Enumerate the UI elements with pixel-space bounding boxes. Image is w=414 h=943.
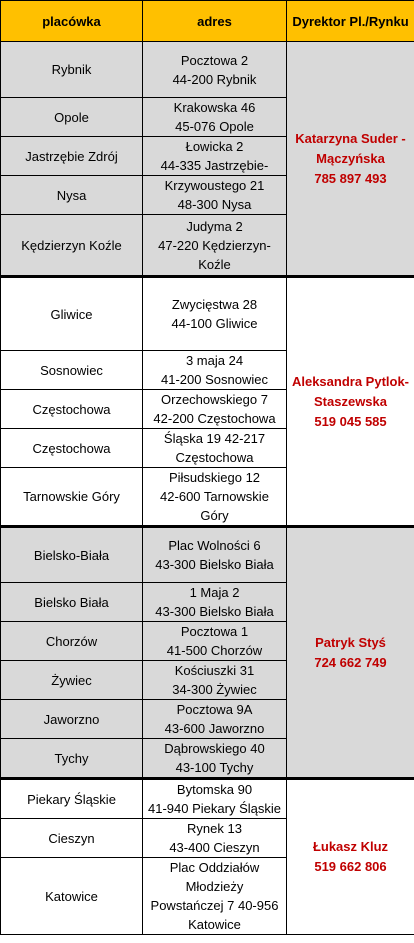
manager-cell: Aleksandra Pytlok- Staszewska 519 045 585 (287, 277, 414, 527)
branch-address-cell: Łowicka 2 44-335 Jastrzębie- (143, 137, 287, 176)
branch-address-cell: Dąbrowskiego 40 43-100 Tychy (143, 739, 287, 779)
header-dyrektor: Dyrektor Pl./Rynku (287, 1, 414, 42)
branch-address-cell: 1 Maja 2 43-300 Bielsko Biała (143, 583, 287, 622)
header-row (1, 1, 414, 42)
branch-name-cell: Żywiec (1, 661, 143, 700)
branch-name-cell: Sosnowiec (1, 351, 143, 390)
branch-address-cell: Rynek 13 43-400 Cieszyn (143, 819, 287, 858)
branch-name-cell: Tarnowskie Góry (1, 468, 143, 527)
branch-name-cell: Częstochowa (1, 390, 143, 429)
branch-address-cell: Krzywoustego 21 48-300 Nysa (143, 176, 287, 215)
branch-address-cell: Bytomska 90 41-940 Piekary Śląskie (143, 779, 287, 819)
branch-name-cell: Piekary Śląskie (1, 779, 143, 819)
branch-name-cell: Jastrzębie Zdrój (1, 137, 143, 176)
branch-name-cell: Tychy (1, 739, 143, 779)
manager-cell: Łukasz Kluz 519 662 806 (287, 779, 414, 935)
branch-name-cell: Chorzów (1, 622, 143, 661)
branch-address-cell: Kościuszki 31 34-300 Żywiec (143, 661, 287, 700)
branch-address-cell: Judyma 2 47-220 Kędzierzyn- Koźle (143, 215, 287, 277)
branch-address-cell: 3 maja 24 41-200 Sosnowiec (143, 351, 287, 390)
header-adres: adres (143, 1, 287, 42)
table-body (1, 42, 414, 935)
branch-name-cell: Bielsko Biała (1, 583, 143, 622)
branch-address-cell: Pocztowa 9A 43-600 Jaworzno (143, 700, 287, 739)
branch-address-cell: Piłsudskiego 12 42-600 Tarnowskie Góry (143, 468, 287, 527)
branch-name-cell: Jaworzno (1, 700, 143, 739)
header-placowka: placówka (1, 1, 143, 42)
branch-address-cell: Śląska 19 42-217 Częstochowa (143, 429, 287, 468)
manager-cell: Katarzyna Suder - Mączyńska 785 897 493 (287, 42, 414, 277)
branch-name-cell: Bielsko-Biała (1, 527, 143, 583)
branch-address-cell: Pocztowa 2 44-200 Rybnik (143, 42, 287, 98)
table-row (1, 527, 414, 583)
branch-address-cell: Orzechowskiego 7 42-200 Częstochowa (143, 390, 287, 429)
branch-name-cell: Nysa (1, 176, 143, 215)
branch-address-cell: Plac Oddziałów Młodzieży Powstańczej 7 40-956 Katowice (143, 858, 287, 935)
branch-name-cell: Gliwice (1, 277, 143, 351)
table-row (1, 779, 414, 819)
branch-name-cell: Rybnik (1, 42, 143, 98)
table-row (1, 42, 414, 98)
branch-name-cell: Opole (1, 98, 143, 137)
branch-name-cell: Katowice (1, 858, 143, 935)
branch-address-cell: Krakowska 46 45-076 Opole (143, 98, 287, 137)
branch-address-cell: Pocztowa 1 41-500 Chorzów (143, 622, 287, 661)
table-row (1, 277, 414, 351)
manager-cell: Patryk Styś 724 662 749 (287, 527, 414, 779)
branch-name-cell: Częstochowa (1, 429, 143, 468)
branch-name-cell: Cieszyn (1, 819, 143, 858)
branch-address-cell: Plac Wolności 6 43-300 Bielsko Biała (143, 527, 287, 583)
branch-name-cell: Kędzierzyn Koźle (1, 215, 143, 277)
branch-address-cell: Zwycięstwa 28 44-100 Gliwice (143, 277, 287, 351)
